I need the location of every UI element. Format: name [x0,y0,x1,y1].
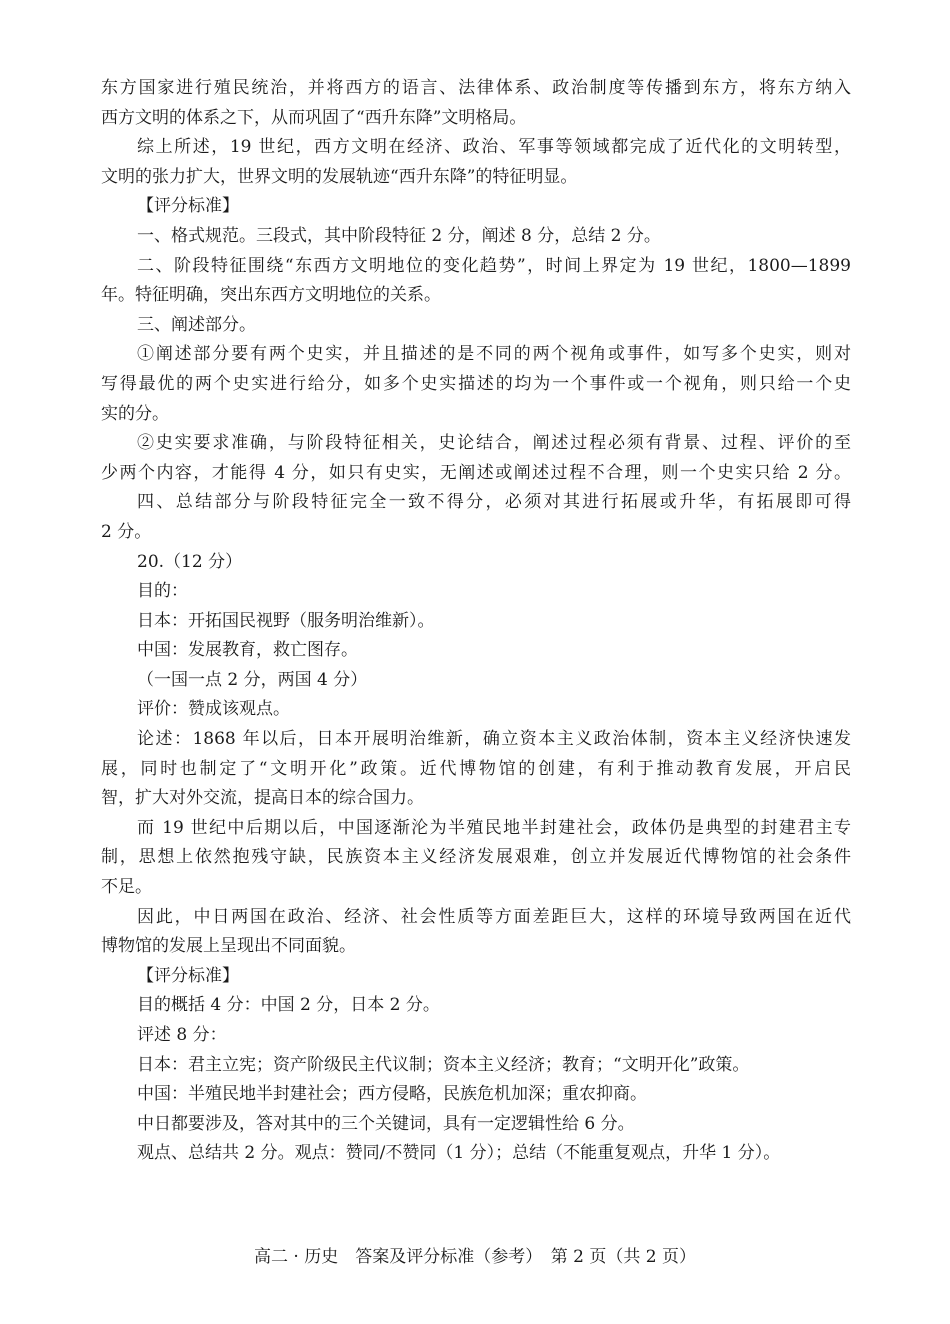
q20-conclusion-a: 因此，中日两国在政治、经济、社会性质等方面差距巨大，这样的环境导致两国在近代 [137,906,851,927]
q20-japan-purpose: 日本：开拓国民视野（服务明治维新）。 [137,610,435,631]
q20-argument-2a: 而 19 世纪中后期以后，中国逐渐沦为半殖民地半封建社会，政体仍是典型的封建君主专 [137,817,851,838]
q20-argument-1a: 论述：1868 年以后，日本开展明治维新，确立资本主义政治体制，资本主义经济快速发 [137,729,851,750]
q20-criteria-purpose: 目的概括 4 分：中国 2 分，日本 2 分。 [137,995,440,1016]
q19-criteria-item-2a: 二、阶段特征围绕“东西方文明地位的变化趋势”，时间上界定为 19 世纪，1800—1899 [137,255,851,276]
q20-argument-2b: 制，思想上依然抱残守缺，民族资本主义经济发展艰难，创立并发展近代博物馆的社会条件 [101,847,851,868]
answer-page-body [101,74,851,1169]
q19-criteria-item-3-2b: 少两个内容，才能得 4 分，如只有史实，无阐述或阐述过程不合理，则一个史实只给 2 分。 [101,462,851,483]
q19-criteria-item-3: 三、阐述部分。 [137,314,256,335]
q20-number: 20.（12 分） [137,551,243,572]
q19-criteria-item-3-1c: 实的分。 [101,403,169,424]
q19-criteria-item-3-1a: ①阐述部分要有两个史实，并且描述的是不同的两个视角或事件，如写多个史实，则对 [137,344,851,365]
q20-criteria-china: 中国：半殖民地半封建社会；西方侵略，民族危机加深；重农抑商。 [137,1084,647,1105]
summary-line-2: 文明的张力扩大，世界文明的发展轨迹“西升东降”的特征明显。 [101,166,578,187]
q20-purpose-label: 目的： [137,581,188,602]
q20-china-purpose: 中国：发展教育，救亡图存。 [137,640,358,661]
page-footer: 高二 · 历史 答案及评分标准（参考） 第 2 页（共 2 页） [254,1247,696,1267]
q20-criteria-viewpoint: 观点、总结共 2 分。观点：赞同/不赞同（1 分）；总结（不能重复观点，升华 1 分）。 [137,1143,781,1164]
q19-criteria-item-4a: 四、总结部分与阶段特征完全一致不得分，必须对其进行拓展或升华，有拓展即可得 [137,492,851,513]
intro-line-1: 东方国家进行殖民统治，并将西方的语言、法律体系、政治制度等传播到东方，将东方纳入 [101,78,851,98]
q20-argument-1b: 展，同时也制定了“文明开化”政策。近代博物馆的创建，有利于推动教育发展，开启民 [101,758,851,779]
q19-criteria-item-4b: 2 分。 [101,521,152,542]
intro-line-2: 西方文明的体系之下，从而巩固了“西升东降”文明格局。 [101,107,527,128]
q20-evaluation: 评价：赞成该观点。 [137,699,290,720]
q20-criteria-heading: 【评分标准】 [137,965,239,986]
q20-criteria-japan: 日本：君主立宪；资产阶级民主代议制；资本主义经济；教育；“文明开化”政策。 [137,1054,750,1075]
q20-conclusion-b: 博物馆的发展上呈现出不同面貌。 [101,936,356,957]
q20-argument-2c: 不足。 [101,877,152,898]
q19-criteria-heading: 【评分标准】 [137,196,239,217]
q20-argument-1c: 智，扩大对外交流，提高日本的综合国力。 [101,788,424,809]
q20-purpose-score: （一国一点 2 分，两国 4 分） [137,669,368,690]
q19-criteria-item-3-2a: ②史实要求准确，与阶段特征相关，史论结合，阐述过程必须有背景、过程、评价的至 [137,433,851,454]
q19-criteria-item-3-1b: 写得最优的两个史实进行给分，如多个史实描述的均为一个事件或一个视角，则只给一个史 [101,373,851,394]
q19-criteria-item-2b: 年。特征明确，突出东西方文明地位的关系。 [101,285,441,306]
summary-line-1: 综上所述，19 世纪，西方文明在经济、政治、军事等领域都完成了近代化的文明转型， [137,137,851,158]
q20-criteria-both: 中日都要涉及，答对其中的三个关键词，具有一定逻辑性给 6 分。 [137,1113,635,1134]
q20-criteria-review: 评述 8 分： [137,1025,227,1045]
q19-criteria-item-1: 一、格式规范。三段式，其中阶段特征 2 分，阐述 8 分，总结 2 分。 [137,225,661,246]
